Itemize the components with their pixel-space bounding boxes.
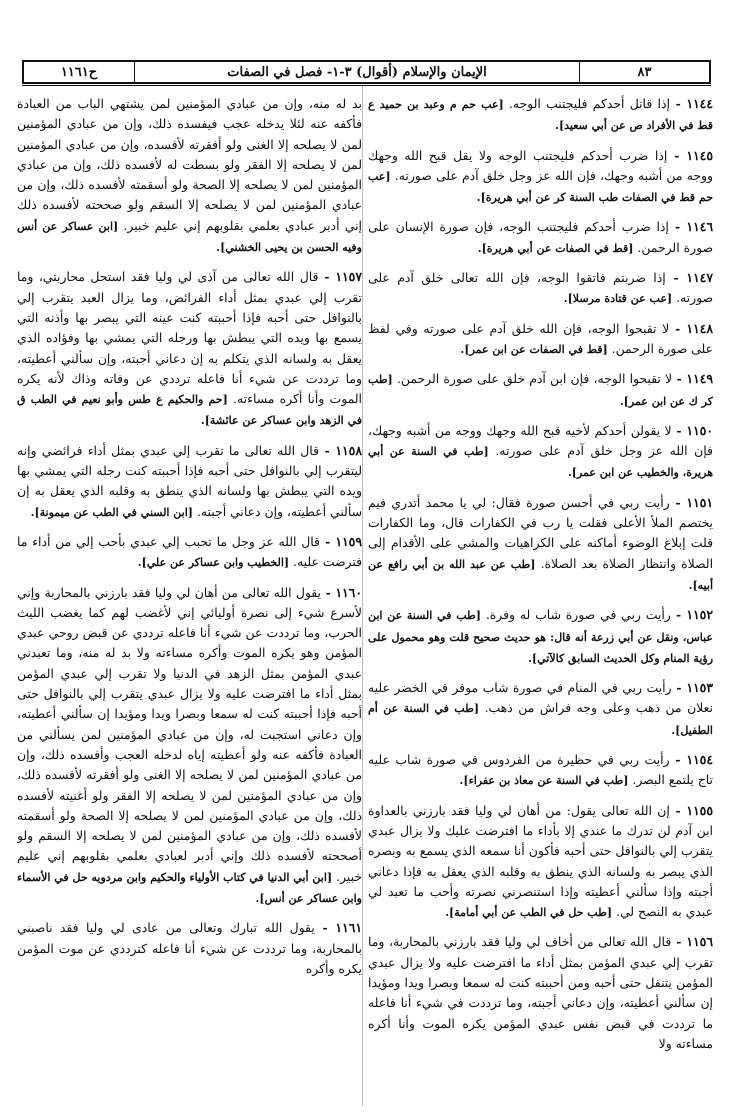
hadith-dash: -	[667, 147, 687, 163]
hadith-dash: -	[670, 607, 687, 623]
hadith-text: قال الله تعالى من أخاف لي وليا فقد بارزني بالمحاربة، وما تقرب إلي عبدي المؤمن بمثل أداء ما افترضت عليه ولا يزال عبدي المؤمن يتنفل حتى أحبه ومن أحببته كنت له سمعا وبصرا ويدا ومؤيدا إن سألني أعطيته، وإن دعاني أجبته، وما ترددت في شيء أنا فاعله ما ترددت في قبض نفس عبدي المؤمن يكره الموت وأنا أكره مساءته ولا	[368, 934, 713, 1051]
hadith-number: ١١٤٩	[686, 371, 713, 387]
right-column	[368, 94, 713, 1108]
hadith-text: رأيت ربي في أحسن صورة فقال: لي يا محمد أتدري فيم يختصم الملأ الأعلى فقلت يا رب في الكفارات قال، وما الكفارات قلت إبلاغ الوضوء أماكنه على الكراهيات والمشي على الأقدام إلى الصلاة وانتظار الصلاة بعد الصلاة.	[368, 494, 713, 571]
hadith-dash: -	[669, 96, 687, 111]
hadith-entry	[368, 146, 713, 209]
hadith-dash: -	[665, 270, 687, 286]
hadith-number: ١١٥٣	[686, 680, 713, 696]
hadith-source: [ابن السني في الطب عن ميمونة].	[30, 505, 194, 519]
hadith-dash: -	[320, 584, 336, 600]
page-header	[22, 60, 711, 84]
hadith-entry	[368, 268, 713, 310]
hadith-entry	[368, 932, 713, 1054]
hadith-source: [طب كر ك عن ابن عمر].	[368, 373, 713, 408]
hadith-number: ١١٥٠	[686, 422, 713, 438]
hadith-number: ١١٦١	[335, 920, 362, 936]
hadith-dash: -	[669, 494, 687, 510]
hadith-number: ١١٤٥	[686, 147, 713, 163]
hadith-text: إذا قاتل أحدكم فليجتنب الوجه.	[508, 96, 670, 111]
hadith-dash: -	[668, 219, 687, 235]
hadith-text: لا تقبحوا الوجه، فإن الله خلق آدم على صورته وفي لفظ على صورة الرحمن.	[368, 320, 713, 356]
hadith-dash: -	[669, 802, 687, 818]
hadith-dash: -	[672, 371, 687, 387]
hadith-source: [ابن عساكر عن أنس وفيه الحسن بن يحيى الخشني].	[17, 219, 362, 255]
hadith-text: يقول الله تعالى من أهان لي وليا فقد بارزني بالمحاربة وإني لأسرع شيء إلى نصرة أوليائي إني لأغضب لهم كما يغضب الليث الحرب، وما ترددت عن شيء أنا فاعله ترددي عن قبض روحي عبدي المؤمن وهو يكره الموت وأكره مساءته ولا بد له منه، وما تعبدني عبدي المؤمن بمثل الزهد في الدنيا ولا تقرب إلي عبدي المؤمن بمثل أداء ما افترضت عليه ولا يزال عبدي يتقرب إلي بالنوافل حتى أحبه فإذا أحببته كنت له سمعا وبصرا ويدا ومؤيدا إن سألني أعطيته، وإن دعاني استجبت له، وإن من عبادي المؤمنين لمن يسألني من العبادة فأكفه عنه ولو أعطيته إياه لدخله العجب وأفسده ذلك، وإن من عبادي المؤمنين لمن لا يصلحه إلا الغنى ولو أفقرته لأفسده ذلك، وإن من عبادي المؤمنين لمن لا يصلحه إلا الفقر ولو أغنيته لأفسده ذلك، وإن من عبادي المؤمنين لمن لا يصلحه إلا الصحة ولو أسقمته لأفسده ذلك، وإن من عبادي المؤمنين لمن لا يصلحه إلا السقم ولو أصححته لأفسده ذلك وإني أدبر لعبادي بعلمي بقلوبهم إني عليم خبير.	[17, 584, 362, 884]
hadith-dash: -	[314, 920, 336, 936]
hadith-entry	[17, 267, 362, 431]
hadith-entry	[368, 369, 713, 412]
hadith-number: ١١٥١	[686, 494, 713, 510]
hadith-text: قال الله تعالى ما تقرب إلي عبدي بمثل أداء فرائضي وإنه ليتقرب إلي بالنوافل حتى أحبه فإذا أحببته كنت رجله التي يمشي بها ويده التي يبطش بها ولسانه الذي ينطق به وقلبه الذي يعقل به إن سألني أعطيته، وإن دعاني أجبته.	[17, 442, 362, 519]
volume-ref: ح١١٦١	[60, 64, 98, 80]
hadith-dash: -	[671, 680, 687, 696]
hadith-entry	[17, 583, 362, 910]
hadith-entry	[368, 493, 713, 596]
hadith-entry	[368, 94, 713, 137]
hadith-text: إذا ضرب أحدكم فليجتنب الوجه ولا يقل قبح الله وجهك ووجه من أشبه وجهك، فإن الله عز وجل خلق آدم على صورته.	[368, 147, 713, 183]
hadith-text: إن الله تعالى يقول: من أهان لي وليا فقد بارزني بالعداوة ابن آدم لن تدرك ما عندي إلا بأداء ما افترضت عليك ولا يزال عبدي يتقرب إلي بالنوافل حتى أحبه فأكون أنا سمعه الذي يسمع به وبصره الذي يبصر به ولسانه الذي ينطق به وقلبه الذي يعقل به فإذا دعاني أجبته وإذا سألني أعطيته وإذا استنصرني نصرته وأحب ما تعبد لي عبدي به النصح لي.	[368, 802, 713, 920]
hadith-number: ١١٥٤	[686, 752, 713, 768]
hadith-dash: -	[319, 442, 336, 458]
hadith-text: رأيت ربي في حظيرة من الفردوس في صورة شاب عليه تاج يلتمع البصر.	[368, 752, 713, 788]
hadith-source: [طب في السنة عن أم الطفيل].	[368, 702, 713, 737]
hadith-entry	[368, 319, 713, 361]
hadith-number: ١١٥٢	[686, 607, 713, 623]
hadith-text: يقول الله تبارك وتعالى من عادى لي وليا فقد ناصبني بالمحاربة، وما ترددت عن شيء أنا فاعله كترددي عن موت المؤمن يكره وأكره	[17, 920, 362, 976]
hadith-text: إذا ضربتم فاتقوا الوجه، فإن الله تعالى خلق آدم على صورته.	[368, 270, 713, 306]
hadith-source: [عب حم قط في الصفات طب السنة كر عن أبي هريرة].	[368, 169, 713, 205]
hadith-dash: -	[669, 320, 687, 336]
page-number: ٨٣	[579, 62, 709, 82]
hadith-dash: -	[318, 269, 336, 285]
hadith-entry	[17, 441, 362, 523]
hadith-source: [عب عن قتادة مرسلا].	[563, 292, 673, 306]
hadith-text: قال الله عز وجل ما تحبب إلي عبدي بأحب إلي من أداء ما فترضت عليه.	[17, 533, 362, 570]
left-column	[17, 94, 362, 1108]
hadith-number: ١١٥٩	[335, 533, 362, 549]
hadith-number: ١١٤٧	[686, 270, 713, 286]
hadith-source: [قط في الصفات عن أبي هريرة].	[477, 241, 634, 255]
hadith-entry	[368, 801, 713, 924]
column-divider	[362, 86, 363, 1106]
hadith-number: ١١٦٠	[335, 584, 362, 600]
hadith-number: ١١٥٥	[686, 802, 713, 818]
hadith-dash: -	[669, 752, 687, 768]
hadith-number: ١١٤٨	[686, 320, 713, 336]
hadith-text: رأيت ربي في المنام في صورة شاب موفر في الخضر عليه نعلان من ذهب وعلى وجه فراش من ذهب.	[368, 680, 713, 716]
hadith-text: إذا ضرب أحدكم فليجتنب الوجه، فإن صورة الإنسان على صورة الرحمن.	[368, 219, 713, 255]
hadith-entry	[17, 918, 362, 979]
hadith-text: قال الله تعالى من آذى لي وليا فقد استحل محاربتي، وما تقرب إلي عبدي بمثل أداء الفرائض، وما يزال العبد يتقرب إلي بالنوافل حتى أحبه فإذا أحببته كنت عينه التي يبصر بها وأذنه التي يسمع بها ويده التي يبطش بها ورجله التي يمشي بها وفؤاده الذي يعقل به ولسانه الذي يتكلم به إن دعاني أجبته، وإن سألني أعطيته، وما ترددت عن شيء أنا فاعله ترددي عن وفاته وذاك لأنه يكره الموت وأنا أكره مساءته.	[17, 269, 362, 407]
hadith-continuation	[17, 94, 362, 258]
hadith-entry	[368, 605, 713, 669]
hadith-entry	[368, 421, 713, 484]
hadith-text: بد له منه، وإن من عبادي المؤمنين لمن يشتهي الباب من العبادة فأكفه عنه لئلا يدخله عجب فيفسده ذلك، وإن من عبادي المؤمنين لمن لا يصلحه إلا الغنى ولو أفقرته لأفسده، وإن من عبادي المؤمنين لمن لا يصلحه إلا الفقر ولو بسطت له لأفسده ذلك، وإن من عبادي المؤمنين لمن لا يصلحه إلا الصحة ولو أسقمته لأفسده ذلك، وإن من عبادي المؤمنين لمن لا يصلحه إلا السقم ولو صححته لأفسده ذلك إني أدبر عبادي بعلمي بقلوبهم إني عليم خبير.	[17, 96, 362, 233]
hadith-source: [قط في الصفات عن ابن عمر].	[460, 342, 608, 356]
hadith-source: [الخطيب وابن عساكر عن علي].	[137, 556, 290, 570]
hadith-entry	[368, 678, 713, 741]
hadith-number: ١١٤٤	[686, 96, 713, 111]
hadith-number: ١١٥٦	[686, 934, 713, 950]
hadith-number: ١١٥٨	[335, 442, 362, 458]
hadith-dash: -	[319, 533, 336, 549]
hadith-source: [طب في السنة عن معاذ بن عفراء].	[459, 774, 629, 788]
hadith-text: لا تقبحوا الوجه، فإن ابن آدم خلق على صورة الرحمن.	[396, 371, 673, 387]
hadith-source: [طب حل في الطب عن أبي أمامة].	[445, 906, 613, 920]
hadith-number: ١١٥٧	[335, 269, 362, 285]
hadith-entry	[17, 532, 362, 574]
hadith-dash: -	[671, 934, 687, 950]
hadith-number: ١١٤٦	[686, 219, 713, 235]
hadith-source: [ابن أبي الدنيا في كتاب الأولياء والحكيم وابن مردويه حل في الأسماء وابن عساكر عن أنس].	[17, 870, 362, 905]
hadith-source: [طب في السنة عن ابن عباس، ونقل عن أبي زرعة أنه قال: هو حديث صحيح قلت وهو محمول على رؤية المنام وكل الحديث السابق كالآتي].	[368, 609, 713, 665]
header-rule	[22, 85, 711, 86]
hadith-source: [حم والحكيم ع طس وأبو نعيم في الطب ق في الزهد وابن عساكر عن عائشة].	[17, 393, 362, 428]
hadith-source: [طب عن عبد الله بن أبي رافع عن أبيه].	[368, 557, 713, 592]
hadith-source: [عب حم م وعبد بن حميد ع قط في الأفراد ص عن أبي سعيد].	[368, 98, 713, 133]
hadith-entry	[368, 217, 713, 259]
hadith-source: [طب في السنة عن أبي هريرة، والخطيب عن ابن عمر].	[368, 445, 713, 480]
hadith-text: رأيت ربي في صورة شاب له وفرة.	[485, 607, 671, 623]
hadith-text: لا يقولن أحدكم لأخيه قبح الله وجهك ووجه من أشبه وجهك، فإن الله عز وجل خلق آدم على صورته.	[368, 422, 713, 459]
chapter-title: الإيمان والإسلام (أقوال) ٣-١- فصل في الصفات	[134, 62, 579, 82]
hadith-dash: -	[671, 422, 687, 438]
hadith-entry	[368, 750, 713, 792]
